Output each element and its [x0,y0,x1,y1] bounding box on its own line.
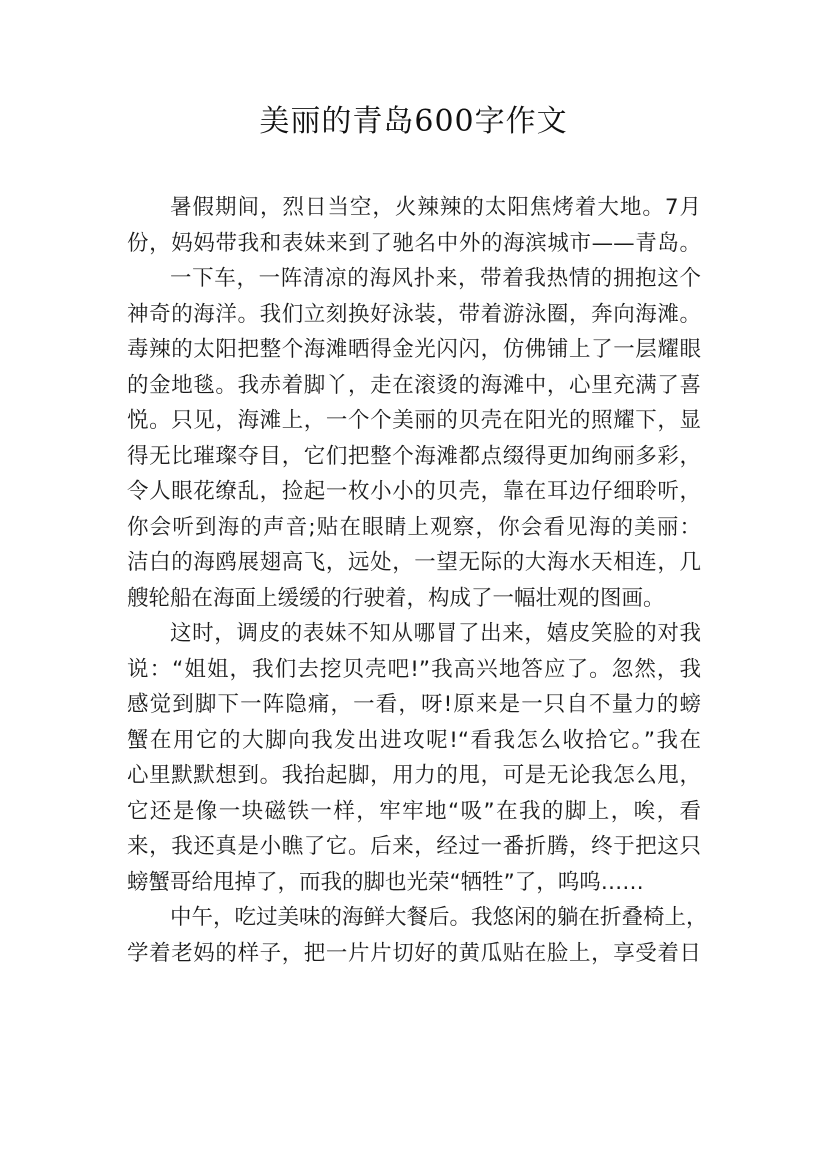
paragraph-line: 得无比璀璨夺目，它们把整个海滩都点缀得更加绚丽多彩， [127,443,701,469]
document-title: 美丽的青岛600字作文 [259,104,568,139]
paragraph-line: 暑假期间，烈日当空，火辣辣的太阳焦烤着大地。7月 [170,195,701,220]
paragraph-line: 份，妈妈带我和表妹来到了驰名中外的海滨城市——青岛。 [127,230,701,256]
paragraph-line: 来，我还真是小瞧了它。后来，经过一番折腾，终于把这只 [127,834,701,859]
paragraph-line: 心里默默想到。我抬起脚，用力的甩，可是无论我怎么甩， [127,763,701,788]
paragraph-line: 毒辣的太阳把整个海滩晒得金光闪闪，仿佛铺上了一层耀眼 [127,337,701,362]
paragraph-line: 令人眼花缭乱，捡起一枚小小的贝壳，靠在耳边仔细聆听， [127,479,701,504]
paragraph-line: 艘轮船在海面上缓缓的行驶着，构成了一幅壮观的图画。 [127,585,665,611]
paragraph-line: 螃蟹哥给甩掉了，而我的脚也光荣“牺牲”了，呜呜…… [127,869,644,895]
paragraph-line: 神奇的海洋。我们立刻换好泳装，带着游泳圈，奔向海滩。 [127,301,701,327]
paragraph-line: 感觉到脚下一阵隐痛，一看，呀!原来是一只自不量力的螃 [127,692,701,717]
paragraph-line: 它还是像一块磁铁一样，牢牢地“吸”在我的脚上，唉，看 [127,798,701,824]
paragraph-line: 学着老妈的样子，把一片片切好的黄瓜贴在脸上，享受着日 [127,940,701,966]
paragraph-line: 蟹在用它的大脚向我发出进攻呢!“看我怎么收拾它。”我在 [127,727,701,753]
paragraph-line: 这时，调皮的表妹不知从哪冒了出来，嬉皮笑脸的对我 [170,621,701,646]
paragraph-line: 的金地毯。我赤着脚丫，走在滚烫的海滩中，心里充满了喜 [127,372,701,398]
paragraph-line: 你会听到海的声音;贴在眼睛上观察，你会看见海的美丽： [127,514,701,540]
paragraph-line: 中午，吃过美味的海鲜大餐后。我悠闲的躺在折叠椅上， [170,905,708,930]
paragraph-line: 洁白的海鸥展翅高飞，远处，一望无际的大海水天相连，几 [127,550,701,575]
paragraph-line: 悦。只见，海滩上，一个个美丽的贝壳在阳光的照耀下，显 [127,408,701,433]
paragraph-line: 说：“姐姐，我们去挖贝壳吧!”我高兴地答应了。忽然，我 [127,656,701,682]
essay-body [127,190,708,971]
paragraph-line: 一下车，一阵清凉的海风扑来，带着我热情的拥抱这个 [170,266,701,291]
